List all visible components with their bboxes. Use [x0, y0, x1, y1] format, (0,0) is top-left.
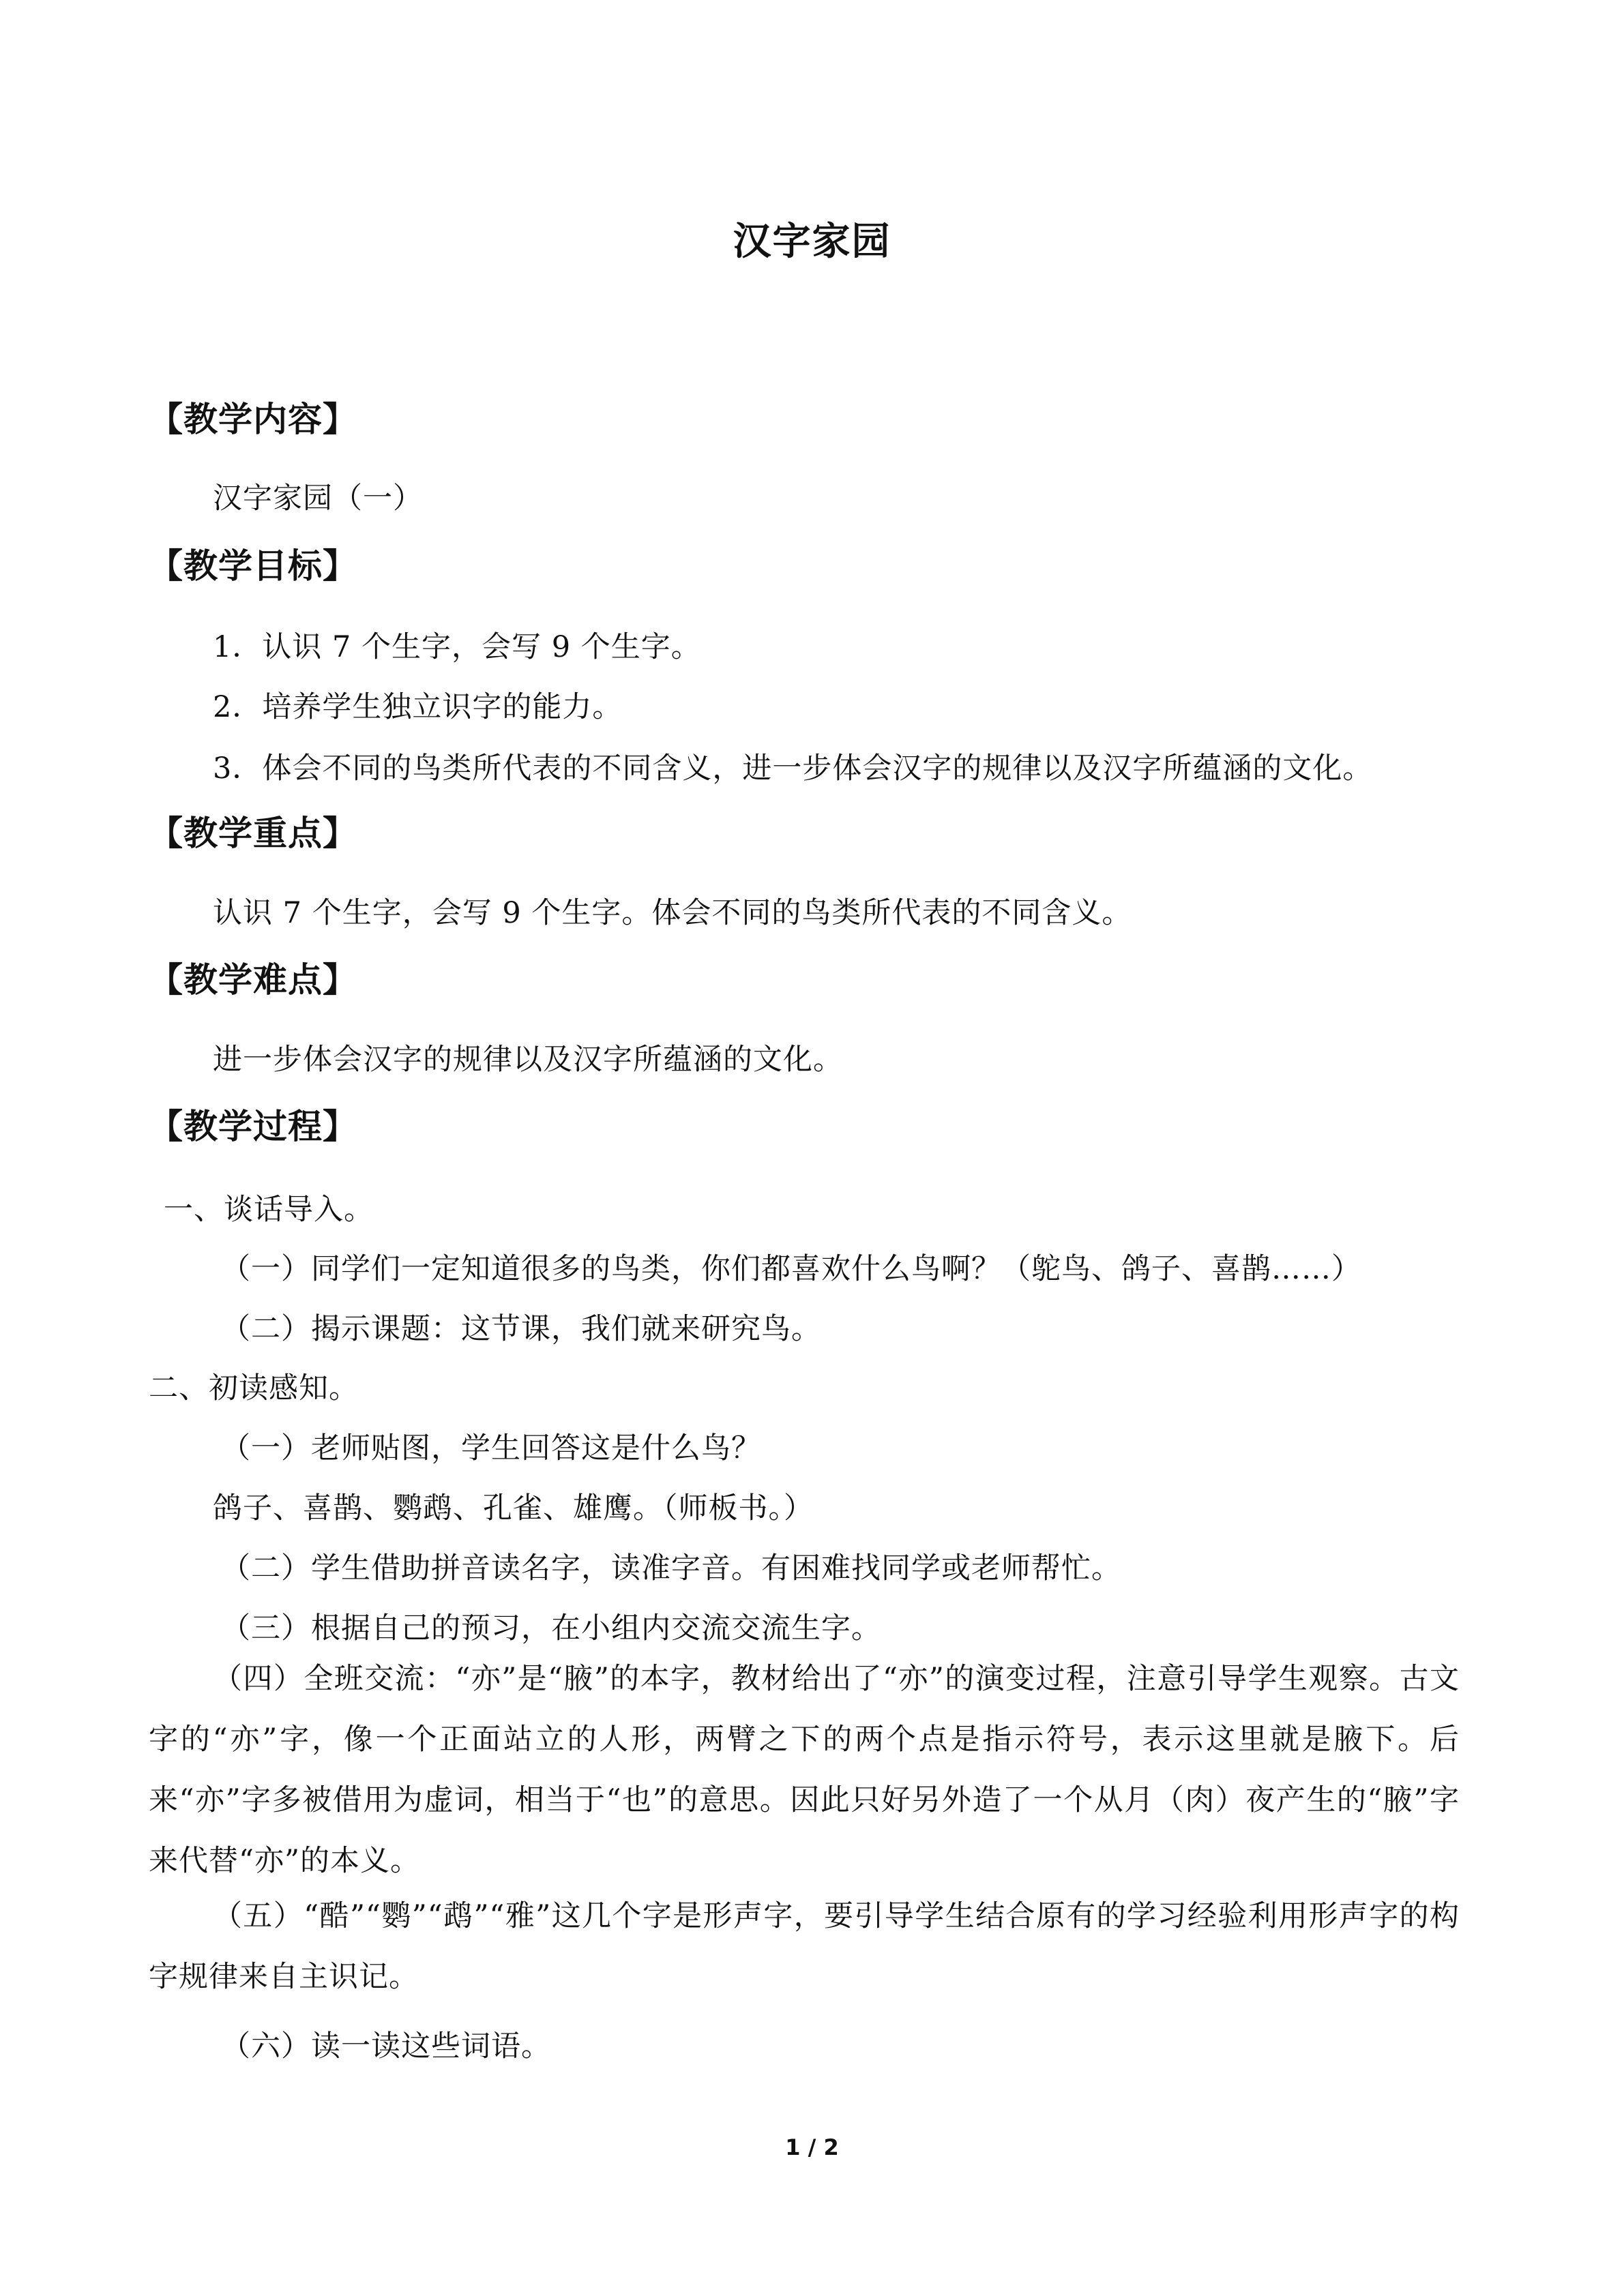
step2-item-2: （二）学生借助拼音读名字，读准字音。有困难找同学或老师帮忙。 [221, 1551, 1121, 1585]
step2-title: 二、初读感知。 [149, 1371, 359, 1405]
goal-item-3: 3．体会不同的鸟类所代表的不同含义，进一步体会汉字的规律以及汉字所蕴涵的文化。 [213, 751, 1373, 786]
heading-content: 【教学内容】 [149, 400, 357, 439]
step1-item-2: （二）揭示课题：这节课，我们就来研究鸟。 [221, 1312, 821, 1346]
content-text: 汉字家园（一） [213, 481, 423, 516]
heading-goals: 【教学目标】 [149, 546, 357, 586]
goal-item-2: 2．培养学生独立识字的能力。 [213, 690, 623, 724]
heading-key-points: 【教学重点】 [149, 814, 357, 853]
page-number: 1 / 2 [785, 2134, 839, 2160]
step1-title: 一、谈话导入。 [164, 1193, 374, 1227]
step1-item-1: （一）同学们一定知道很多的鸟类，你们都喜欢什么鸟啊？（鸵鸟、鸽子、喜鹊……） [221, 1252, 1361, 1286]
step2-paragraph-5: （五）“酷”“鹦”“鹉”“雅”这几个字是形声字，要引导学生结合原有的学习经验利用形声字的构字规律来自主识记。 [149, 1899, 1460, 1994]
step2-item-3: （三）根据自己的预习，在小组内交流交流生字。 [221, 1611, 881, 1645]
step2-item-6: （六）读一读这些词语。 [221, 2029, 551, 2063]
document-title: 汉字家园 [733, 220, 891, 264]
heading-process: 【教学过程】 [149, 1107, 357, 1146]
step2-paragraph-4: （四）全班交流：“亦”是“腋”的本字，教材给出了“亦”的演变过程，注意引导学生观察。古文字的“亦”字，像一个正面站立的人形，两臂之下的两个点是指示符号，表示这里就是腋下。后来“亦”字多被借用为虚词，相当于“也”的意思。因此只好另外造了一个从月（肉）夜产生的“腋”字来代替“亦”的本义。 [149, 1662, 1460, 1878]
goal-item-1: 1．认识 7 个生字，会写 9 个生字。 [213, 630, 701, 664]
difficulties-text: 进一步体会汉字的规律以及汉字所蕴涵的文化。 [213, 1043, 843, 1077]
step2-item-1: （一）老师贴图，学生回答这是什么鸟？ [221, 1431, 761, 1465]
heading-difficulties: 【教学难点】 [149, 960, 357, 1000]
key-points-text: 认识 7 个生字，会写 9 个生字。体会不同的鸟类所代表的不同含义。 [213, 896, 1132, 930]
step2-birds: 鸽子、喜鹊、鹦鹉、孔雀、雄鹰。（师板书。） [213, 1491, 814, 1525]
